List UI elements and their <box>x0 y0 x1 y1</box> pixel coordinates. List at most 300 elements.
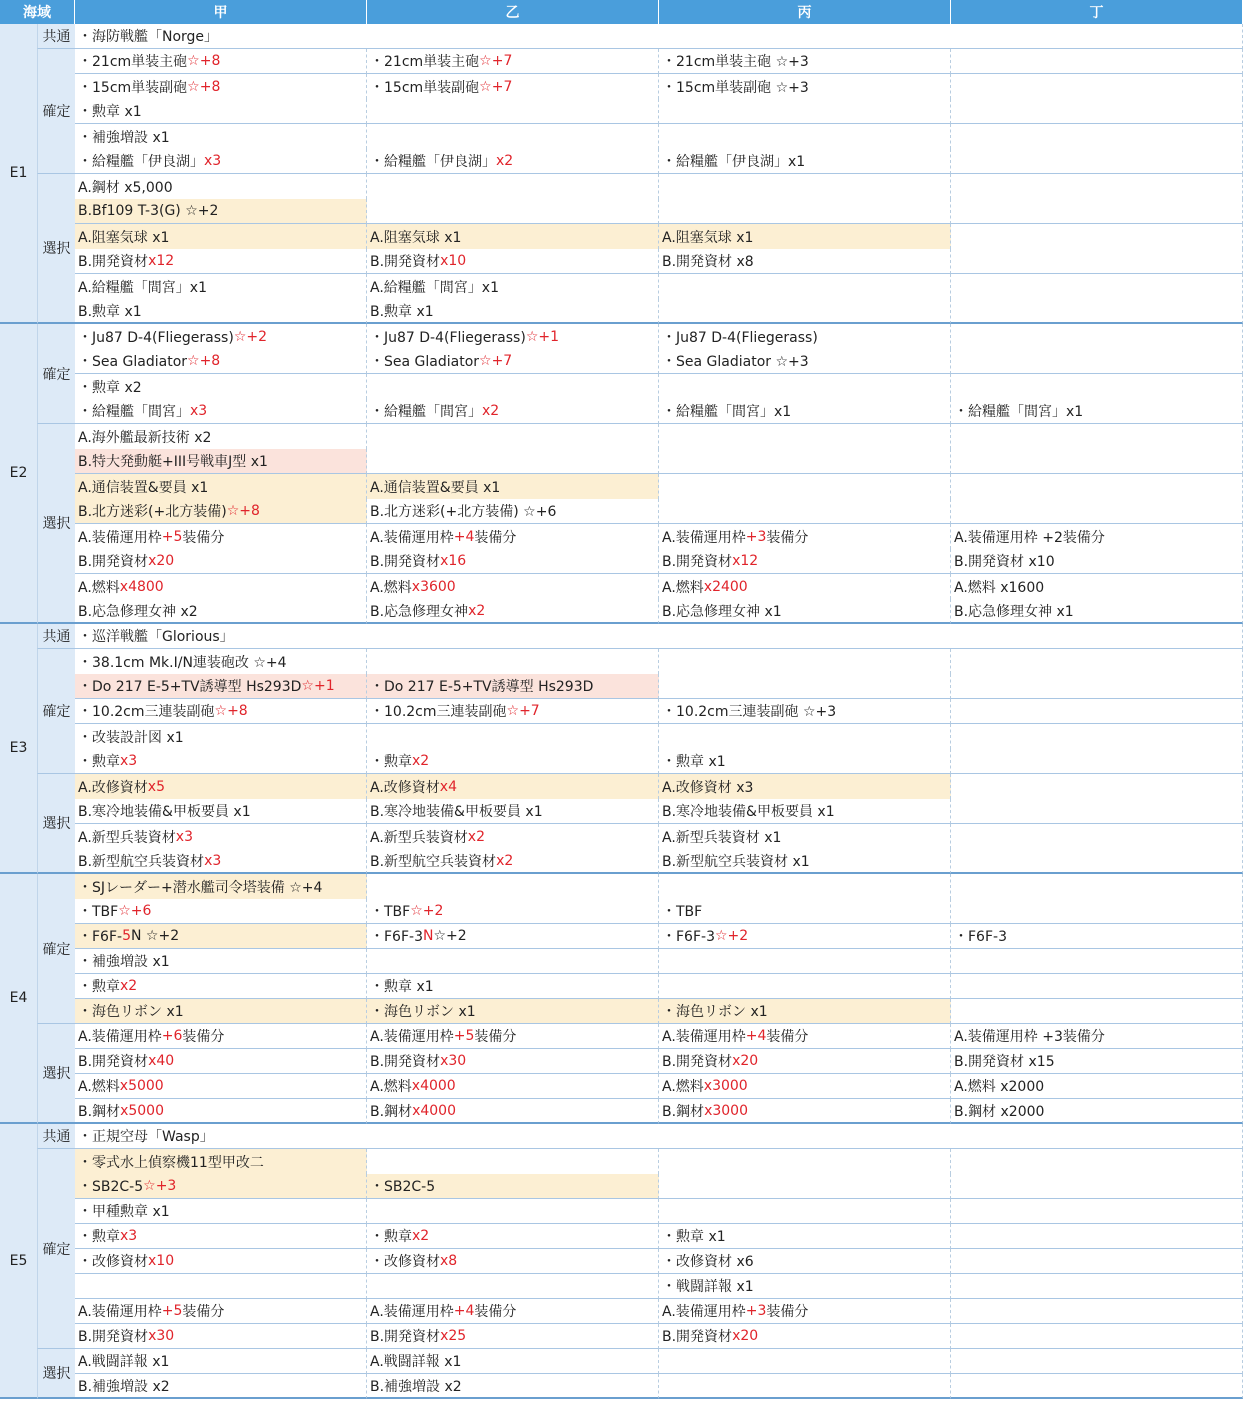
reward-text: ・勲章 <box>370 1229 412 1245</box>
reward-cell <box>951 1224 1243 1249</box>
reward-cell <box>951 124 1243 149</box>
reward-highlight-text: ☆+3 <box>143 1178 177 1194</box>
reward-text: A.通信装置&要員 x1 <box>370 479 501 496</box>
reward-cell <box>951 924 1243 949</box>
reward-text: ・Do 217 E-5+TV誘導型 Hs293D <box>370 679 594 695</box>
reward-highlight-text: x4800 <box>119 578 164 595</box>
reward-highlight-text: ☆+8 <box>187 53 221 69</box>
reward-cell <box>75 799 367 824</box>
reward-cell <box>659 349 951 374</box>
reward-cell <box>951 99 1243 124</box>
reward-cell <box>75 1099 367 1124</box>
reward-text: A.装備運用枠 <box>370 1304 454 1320</box>
reward-cell <box>367 774 659 799</box>
reward-cell <box>75 649 367 674</box>
reward-text: ・21cm単装主砲 <box>370 54 480 70</box>
reward-cell <box>367 899 659 924</box>
reward-text: ・補強増設 x1 <box>78 129 170 146</box>
reward-text: ・F6F- <box>78 929 123 945</box>
reward-highlight-text: x3 <box>120 1228 138 1244</box>
reward-cell <box>75 299 367 324</box>
reward-cell <box>75 1199 367 1224</box>
reward-cell <box>951 874 1243 899</box>
reward-cell <box>659 1024 951 1049</box>
reward-cell <box>659 999 951 1024</box>
reward-cell <box>367 749 659 774</box>
reward-text: ・15cm単装副砲 <box>78 79 188 96</box>
reward-text: A.燃料 x2000 <box>954 1079 1045 1095</box>
reward-text: A.海外艦最新技術 x2 <box>78 429 212 446</box>
reward-cell <box>367 74 659 99</box>
reward-text: A.新型兵装資材 x1 <box>662 829 782 846</box>
reward-cell <box>659 99 951 124</box>
reward-cell <box>367 124 659 149</box>
reward-cell <box>75 974 367 999</box>
reward-highlight-text: ☆+6 <box>118 903 152 919</box>
reward-cell <box>659 424 951 449</box>
reward-cell <box>367 824 659 849</box>
reward-text: ・SJレーダー+潜水艦司令塔装備 ☆+4 <box>78 879 323 896</box>
reward-highlight-text: ☆+2 <box>410 903 444 919</box>
reward-highlight-text: +5 <box>161 1303 183 1319</box>
reward-highlight-text: x3000 <box>704 1102 748 1119</box>
reward-cell <box>75 699 367 724</box>
reward-highlight-text: x3000 <box>703 1078 748 1094</box>
reward-text: A.装備運用枠 +3装備分 <box>954 1029 1105 1045</box>
reward-text: A.阻塞気球 x1 <box>662 229 754 246</box>
reward-cell <box>951 1249 1243 1274</box>
reward-cell <box>951 1199 1243 1224</box>
header-col-hei: 丙 <box>659 0 951 24</box>
reward-highlight-text: x3 <box>120 753 138 769</box>
reward-highlight-text: +4 <box>745 1028 767 1044</box>
reward-text: ・改修資材 <box>78 1254 148 1270</box>
reward-text: 装備分 <box>182 529 225 546</box>
reward-highlight-text: x2 <box>412 753 430 769</box>
reward-cell <box>951 849 1243 874</box>
reward-text: ・Sea Gladiator <box>78 354 188 370</box>
area-e3: E3 <box>0 624 37 874</box>
reward-text: B.寒冷地装備&甲板要員 x1 <box>78 804 251 820</box>
reward-text: ・38.1cm Mk.I/N連装砲改 ☆+4 <box>78 654 287 671</box>
reward-cell <box>367 1249 659 1274</box>
reward-text: A.改修資材 x3 <box>662 779 754 796</box>
reward-cell <box>659 799 951 824</box>
reward-text: B.開発資材 <box>78 254 149 270</box>
reward-text: ・給糧艦「間宮」x1 <box>954 404 1084 420</box>
common-reward-cell <box>75 24 1243 49</box>
reward-text: ・15cm単装副砲 <box>370 79 480 96</box>
reward-cell <box>75 474 367 499</box>
reward-cell <box>367 849 659 874</box>
reward-cell <box>367 999 659 1024</box>
common-reward-cell <box>75 1124 1243 1149</box>
reward-highlight-text: x3 <box>204 153 222 169</box>
reward-cell <box>367 424 659 449</box>
reward-highlight-text: x12 <box>148 253 175 269</box>
reward-cell <box>367 724 659 749</box>
reward-cell <box>951 974 1243 999</box>
reward-cell <box>951 224 1243 249</box>
label-choice: 選択 <box>37 174 75 324</box>
reward-text: B.開発資材 <box>370 554 441 570</box>
reward-cell <box>367 274 659 299</box>
reward-cell <box>659 274 951 299</box>
reward-text: B.鋼材 <box>662 1103 705 1120</box>
reward-cell <box>367 1174 659 1199</box>
reward-cell <box>659 374 951 399</box>
reward-cell <box>367 324 659 349</box>
reward-cell <box>75 274 367 299</box>
reward-highlight-text: x5000 <box>120 1102 164 1119</box>
reward-highlight-text: x8 <box>440 1253 458 1269</box>
reward-highlight-text: x5 <box>147 778 165 795</box>
reward-cell <box>75 49 367 74</box>
reward-highlight-text: x12 <box>732 553 759 569</box>
reward-cell <box>659 1174 951 1199</box>
reward-cell <box>951 524 1243 549</box>
reward-text: ・海色リボン x1 <box>370 1004 476 1020</box>
reward-text: A.給糧艦「間宮」x1 <box>370 279 499 296</box>
reward-cell <box>951 549 1243 574</box>
reward-text: B.補強増設 x2 <box>78 1378 170 1395</box>
reward-text: B.開発資材 <box>78 1054 149 1070</box>
reward-text: B.応急修理女神 x1 <box>662 603 782 620</box>
reward-cell <box>659 924 951 949</box>
reward-cell <box>951 349 1243 374</box>
reward-text: ・給糧艦「伊良湖」 <box>78 154 204 170</box>
reward-text: B.北方迷彩(+北方装備) <box>78 504 227 520</box>
reward-cell <box>75 749 367 774</box>
header-col-kou: 甲 <box>75 0 367 24</box>
reward-highlight-text: x2 <box>467 828 485 845</box>
label-common: 共通 <box>37 1124 75 1149</box>
reward-highlight-text: +4 <box>453 528 475 545</box>
reward-cell <box>659 449 951 474</box>
area-e4: E4 <box>0 874 37 1124</box>
reward-text: B.開発資材 <box>370 1329 441 1345</box>
header-col-tei: 丁 <box>951 0 1243 24</box>
reward-highlight-text: x2 <box>412 1228 430 1244</box>
reward-cell <box>951 724 1243 749</box>
reward-text: 装備分 <box>182 1304 225 1320</box>
reward-text: ・給糧艦「間宮」 <box>78 404 190 420</box>
reward-text: ・TBF <box>370 904 411 920</box>
reward-text: ・補強増設 x1 <box>78 954 170 970</box>
reward-cell <box>75 549 367 574</box>
reward-cell <box>75 74 367 99</box>
area-e2: E2 <box>0 324 37 624</box>
label-choice: 選択 <box>37 1349 75 1399</box>
reward-highlight-text: ☆+1 <box>301 678 335 694</box>
reward-cell <box>367 974 659 999</box>
reward-cell <box>367 399 659 424</box>
reward-text: A.新型兵装資材 <box>78 829 176 846</box>
reward-cell <box>951 1074 1243 1099</box>
reward-text: B.鋼材 x2000 <box>954 1103 1045 1120</box>
reward-cell <box>367 49 659 74</box>
reward-highlight-text: ☆+2 <box>714 928 749 944</box>
header-area: 海域 <box>0 0 75 24</box>
reward-cell <box>951 824 1243 849</box>
reward-highlight-text: ☆+8 <box>187 353 221 369</box>
reward-text: A.装備運用枠 <box>662 529 746 546</box>
reward-cell <box>367 1199 659 1224</box>
label-choice: 選択 <box>37 1024 75 1124</box>
reward-text: ・勲章 x2 <box>78 379 142 396</box>
reward-cell <box>367 224 659 249</box>
reward-highlight-text: +5 <box>161 528 183 545</box>
reward-cell <box>951 249 1243 274</box>
reward-cell <box>659 974 951 999</box>
reward-text: 装備分 <box>474 529 517 546</box>
reward-cell <box>659 1099 951 1124</box>
reward-highlight-text: x16 <box>440 553 467 569</box>
reward-text: A.燃料 <box>370 1079 412 1095</box>
reward-highlight-text: +4 <box>453 1303 475 1319</box>
reward-highlight-text: x20 <box>732 1328 759 1344</box>
reward-text: 装備分 <box>766 1304 809 1320</box>
reward-text: B.開発資材 <box>662 1329 733 1345</box>
reward-cell <box>659 499 951 524</box>
reward-text: ・給糧艦「間宮」 <box>370 404 482 420</box>
reward-cell <box>367 299 659 324</box>
reward-highlight-text: +6 <box>161 1028 183 1044</box>
reward-cell <box>951 599 1243 624</box>
reward-cell <box>659 849 951 874</box>
reward-cell <box>659 649 951 674</box>
reward-cell <box>367 1349 659 1374</box>
reward-cell <box>951 1374 1243 1399</box>
reward-cell <box>75 674 367 699</box>
reward-cell <box>951 699 1243 724</box>
label-common: 共通 <box>37 24 75 49</box>
reward-cell <box>659 824 951 849</box>
reward-highlight-text: ☆+8 <box>187 78 221 95</box>
reward-cell <box>659 674 951 699</box>
reward-cell <box>75 1274 367 1299</box>
reward-text: A.戦闘詳報 x1 <box>370 1354 462 1370</box>
reward-cell <box>659 1199 951 1224</box>
reward-cell <box>951 74 1243 99</box>
reward-cell <box>951 474 1243 499</box>
reward-text: A.装備運用枠 <box>370 529 454 546</box>
reward-cell <box>659 174 951 199</box>
reward-text: ・零式水上偵察機11型甲改二 <box>78 1154 264 1171</box>
reward-text: A.阻塞気球 x1 <box>370 229 462 246</box>
reward-cell <box>75 499 367 524</box>
reward-cell <box>951 574 1243 599</box>
reward-cell <box>951 674 1243 699</box>
reward-text: B.新型航空兵装資材 <box>78 853 205 870</box>
reward-cell <box>951 1174 1243 1199</box>
reward-text: B.補強増設 x2 <box>370 1378 462 1395</box>
reward-text: ・甲種勲章 x1 <box>78 1204 170 1220</box>
reward-text: ・改装設計図 x1 <box>78 729 184 746</box>
reward-text: ・巡洋戦艦「Glorious」 <box>78 629 234 645</box>
reward-text: ・Ju87 D-4(Fliegerass) <box>370 329 526 346</box>
reward-cell <box>659 199 951 224</box>
reward-text: ・21cm単装主砲 <box>78 54 188 70</box>
reward-text: ・F6F-3 <box>370 929 423 945</box>
reward-cell <box>367 174 659 199</box>
reward-text: B.開発資材 x10 <box>954 554 1055 570</box>
reward-cell <box>659 1074 951 1099</box>
reward-cell <box>367 574 659 599</box>
label-confirmed: 確定 <box>37 324 75 424</box>
reward-text: B.開発資材 <box>78 554 149 570</box>
reward-highlight-text: x20 <box>732 1053 759 1069</box>
reward-text: ・Ju87 D-4(Fliegerass) <box>78 329 234 346</box>
reward-cell <box>659 949 951 974</box>
reward-cell <box>367 1274 659 1299</box>
reward-text: ・Do 217 E-5+TV誘導型 Hs293D <box>78 679 302 695</box>
reward-text: N ☆+2 <box>131 928 180 944</box>
reward-highlight-text: x4000 <box>412 1102 456 1119</box>
reward-text: A.給糧艦「間宮」x1 <box>78 279 207 296</box>
area-e1: E1 <box>0 24 37 324</box>
reward-text: B.寒冷地装備&甲板要員 x1 <box>662 804 835 820</box>
reward-cell <box>75 99 367 124</box>
reward-cell <box>659 74 951 99</box>
reward-cell <box>659 574 951 599</box>
reward-cell <box>75 524 367 549</box>
reward-text: A.戦闘詳報 x1 <box>78 1354 170 1370</box>
reward-text: ・海色リボン x1 <box>78 1004 184 1020</box>
reward-text: B.新型航空兵装資材 <box>370 853 497 870</box>
reward-text: A.装備運用枠 <box>78 1029 162 1045</box>
reward-text: B.寒冷地装備&甲板要員 x1 <box>370 804 543 820</box>
reward-cell <box>367 674 659 699</box>
reward-highlight-text: x30 <box>148 1328 175 1344</box>
reward-cell <box>367 549 659 574</box>
reward-cell <box>367 499 659 524</box>
reward-highlight-text: x3 <box>204 852 222 869</box>
reward-cell <box>951 324 1243 349</box>
reward-cell <box>659 299 951 324</box>
reward-cell <box>75 124 367 149</box>
reward-cell <box>951 1149 1243 1174</box>
header-col-otsu: 乙 <box>367 0 659 24</box>
reward-highlight-text: x2 <box>496 153 514 169</box>
reward-text: B.開発資材 <box>78 1329 149 1345</box>
reward-cell <box>75 724 367 749</box>
reward-cell <box>659 149 951 174</box>
reward-text: A.改修資材 <box>78 779 148 796</box>
reward-highlight-text: 5 <box>122 928 131 944</box>
reward-cell <box>75 924 367 949</box>
reward-text: B.鋼材 <box>78 1103 121 1120</box>
reward-highlight-text: x3 <box>175 828 193 845</box>
reward-text: B.特大発動艇+III号戦車J型 x1 <box>78 454 268 470</box>
reward-text: B.開発資材 <box>662 1054 733 1070</box>
reward-cell <box>75 174 367 199</box>
reward-cell <box>951 1099 1243 1124</box>
reward-cell <box>951 499 1243 524</box>
reward-cell <box>75 324 367 349</box>
reward-cell <box>367 949 659 974</box>
reward-text: B.開発資材 <box>370 1054 441 1070</box>
reward-cell <box>75 1074 367 1099</box>
reward-text: ・F6F-3 <box>662 929 715 945</box>
reward-highlight-text: ☆+7 <box>479 78 513 95</box>
reward-text: ・TBF <box>78 904 119 920</box>
reward-highlight-text: x10 <box>148 1253 175 1269</box>
reward-text: B.応急修理女神 x2 <box>78 603 198 620</box>
reward-cell <box>951 174 1243 199</box>
reward-cell <box>659 599 951 624</box>
reward-cell <box>951 374 1243 399</box>
reward-text: ・給糧艦「間宮」x1 <box>662 404 792 420</box>
reward-text: B.開発資材 x15 <box>954 1054 1055 1070</box>
reward-highlight-text: ☆+7 <box>506 703 540 719</box>
reward-cell <box>659 1349 951 1374</box>
reward-highlight-text: x2400 <box>703 578 748 595</box>
reward-text: ☆+2 <box>433 928 467 944</box>
reward-cell <box>951 1049 1243 1074</box>
reward-text: ・10.2cm三連装副砲 ☆+3 <box>662 704 837 720</box>
reward-text: ・給糧艦「伊良湖」x1 <box>662 154 806 170</box>
reward-cell <box>75 1224 367 1249</box>
reward-cell <box>659 1324 951 1349</box>
reward-highlight-text: ☆+1 <box>525 328 560 345</box>
reward-cell <box>367 874 659 899</box>
reward-cell <box>367 524 659 549</box>
reward-highlight-text: x4000 <box>411 1078 456 1094</box>
reward-cell <box>75 774 367 799</box>
reward-cell <box>75 599 367 624</box>
reward-text: A.鋼材 x5,000 <box>78 179 173 196</box>
label-confirmed: 確定 <box>37 49 75 174</box>
reward-cell <box>75 1049 367 1074</box>
reward-text: ・改修資材 x6 <box>662 1254 754 1270</box>
reward-text: B.勲章 x1 <box>78 303 142 320</box>
reward-highlight-text: x3 <box>190 403 208 419</box>
reward-cell <box>659 49 951 74</box>
reward-cell <box>75 374 367 399</box>
reward-text: A.装備運用枠 +2装備分 <box>954 529 1105 546</box>
reward-cell <box>75 249 367 274</box>
reward-highlight-text: x2 <box>468 602 486 619</box>
reward-cell <box>367 1324 659 1349</box>
reward-cell <box>367 649 659 674</box>
reward-highlight-text: ☆+8 <box>226 503 260 519</box>
reward-cell <box>951 949 1243 974</box>
reward-cell <box>659 774 951 799</box>
reward-text: A.燃料 <box>662 579 704 596</box>
reward-cell <box>75 1299 367 1324</box>
reward-cell <box>951 49 1243 74</box>
reward-cell <box>75 849 367 874</box>
reward-cell <box>367 149 659 174</box>
reward-highlight-text: x25 <box>440 1328 467 1344</box>
reward-highlight-text: x3600 <box>411 578 456 595</box>
reward-text: ・SB2C-5 <box>370 1179 436 1195</box>
reward-text: A.装備運用枠 <box>662 1304 746 1320</box>
reward-cell <box>659 1049 951 1074</box>
reward-text: ・勲章 x1 <box>662 1229 726 1245</box>
reward-highlight-text: ☆+7 <box>479 353 513 369</box>
reward-cell <box>951 1274 1243 1299</box>
reward-cell <box>75 1149 367 1174</box>
reward-cell <box>75 1374 367 1399</box>
reward-highlight-text: +3 <box>745 1303 767 1319</box>
reward-text: A.新型兵装資材 <box>370 829 468 846</box>
reward-cell <box>367 449 659 474</box>
reward-cell <box>75 1349 367 1374</box>
reward-cell <box>75 574 367 599</box>
reward-text: 装備分 <box>474 1029 517 1045</box>
